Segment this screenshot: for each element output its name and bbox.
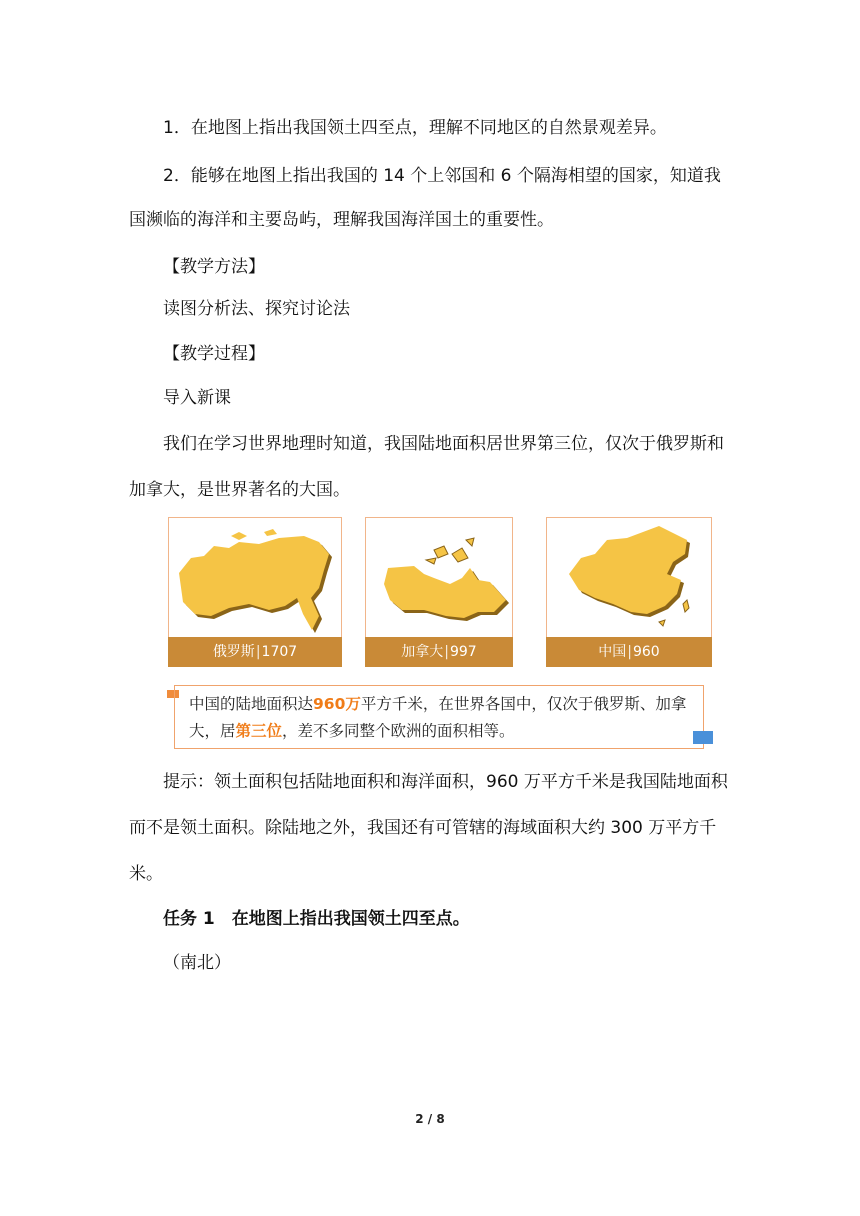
method-text: 读图分析法、探究讨论法: [163, 299, 350, 319]
china-area-value: 960: [632, 644, 660, 660]
objective-1: 1．在地图上指出我国领土四至点，理解不同地区的自然景观差异。: [163, 118, 667, 138]
canada-caption: [365, 637, 513, 667]
russia-caption: [168, 637, 342, 667]
russia-map-shape: [169, 518, 343, 638]
intro-line1: 我们在学习世界地理时知道，我国陆地面积居世界第三位，仅次于俄罗斯和: [163, 434, 724, 454]
note-corner-decoration: [693, 731, 713, 744]
russia-separator: |: [255, 644, 261, 660]
canada-area-value: 997: [449, 644, 477, 660]
hint-line1: 提示：领土面积包括陆地面积和海洋面积，960 万平方千米是我国陆地面积: [163, 772, 728, 792]
intro-title: 导入新课: [163, 388, 231, 408]
objective-2-line1: 2．能够在地图上指出我国的 14 个上邻国和 6 个隔海相望的国家，知道我: [163, 166, 721, 186]
objective-2-line2: 国濒临的海洋和主要岛屿，理解我国海洋国土的重要性。: [129, 210, 554, 230]
page-number: 2 / 8: [415, 1112, 445, 1126]
russia-area-value: 1707: [261, 644, 298, 660]
canada-separator: |: [444, 644, 449, 660]
note-part4: ，差不多同整个欧洲的面积相等。: [282, 722, 515, 740]
china-map-shape: [547, 518, 713, 638]
note-highlight-area: 960万: [313, 695, 361, 713]
note-part2: 平方千米，在世界各国中，仅次于俄罗斯、加拿: [360, 695, 687, 713]
russia-map-card: [168, 517, 342, 667]
task1-title: 任务 1 在地图上指出我国领土四至点。: [163, 909, 470, 929]
area-note-box: [174, 685, 704, 749]
canada-map-shape: [366, 518, 514, 638]
hint-line2: 而不是领土面积。除陆地之外，我国还有可管辖的海域面积大约 300 万平方千: [129, 818, 717, 838]
china-caption: [546, 637, 712, 667]
note-highlight-rank: 第三位: [235, 722, 283, 740]
russia-name: 俄罗斯: [212, 644, 255, 660]
hint-line3: 米。: [129, 864, 163, 884]
canada-map-card: [365, 517, 513, 667]
task1-sub: （南北）: [163, 953, 231, 973]
process-heading: 【教学过程】: [163, 344, 265, 364]
note-part1: 中国的陆地面积达: [189, 695, 314, 713]
canada-name: 加拿大: [401, 644, 444, 660]
china-map-card: [546, 517, 712, 667]
intro-line2: 加拿大，是世界著名的大国。: [129, 480, 350, 500]
china-name: 中国: [598, 644, 627, 660]
china-separator: |: [627, 644, 632, 660]
method-heading: 【教学方法】: [163, 257, 265, 277]
country-area-maps: [168, 517, 714, 669]
note-part3: 大，居: [189, 722, 236, 740]
